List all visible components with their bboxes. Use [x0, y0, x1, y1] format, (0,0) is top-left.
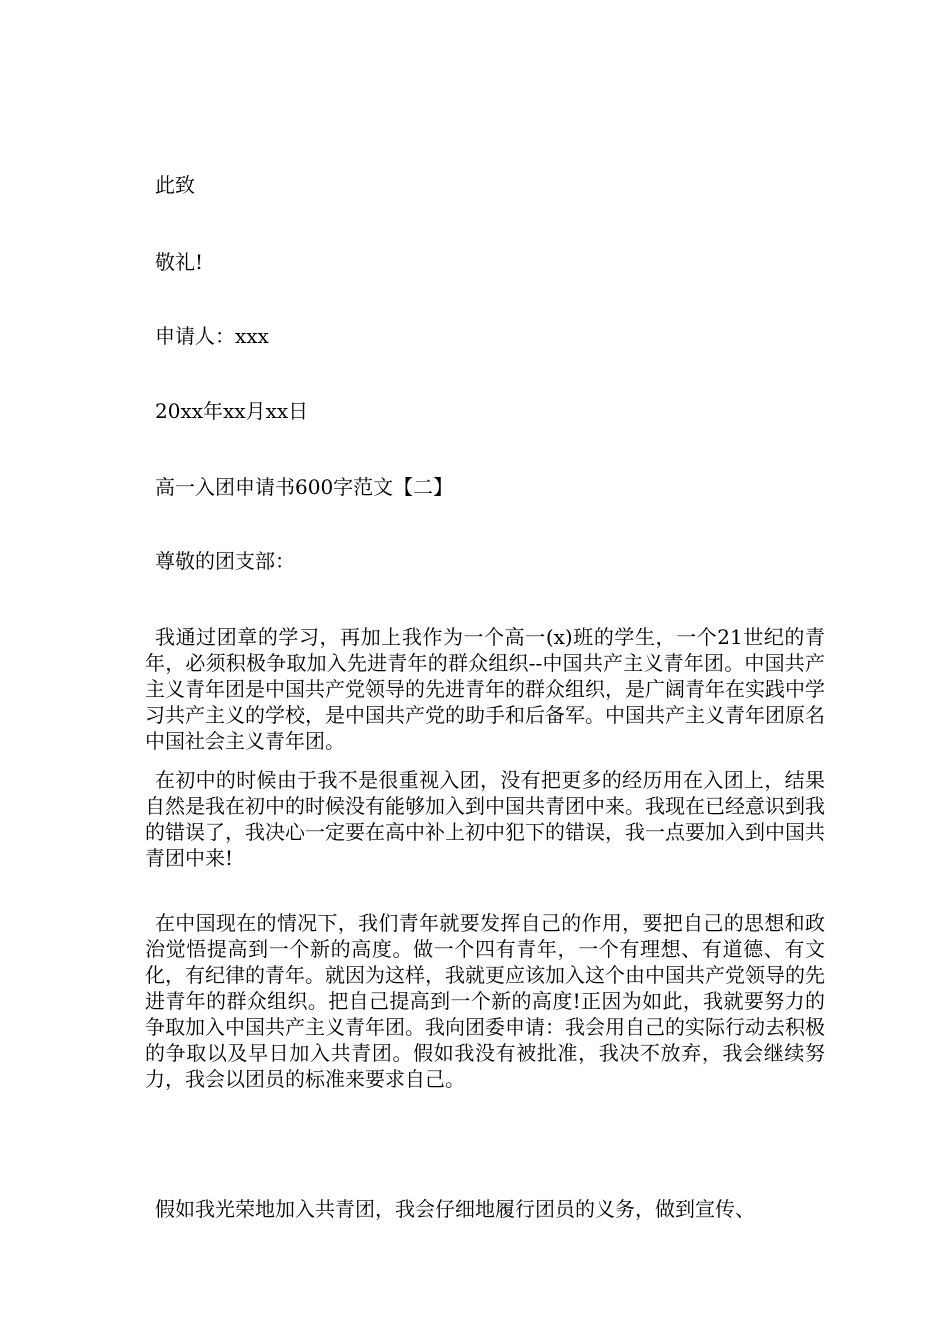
body-paragraph: 在初中的时候由于我不是很重视入团，没有把更多的经历用在入团上，结果自然是我在初中的时候没有能够加入到中国共青团中来。我现在已经意识到我的错误了，我决心一定要在高中补上初中犯下的错误，我一点要加入到中国共青团中来! [145, 768, 825, 870]
body-paragraph: 我通过团章的学习，再加上我作为一个高一(x)班的学生，一个21世纪的青年，必须积极争取加入先进青年的群众组织--中国共产主义青年团。中国共产主义青年团是中国共产党领导的先进青年的群众组织，是广阔青年在实践中学习共产主义的学校，是中国共产党的助手和后备军。中国共产主义青年团原名中国社会主义青年团。 [145, 625, 825, 753]
date-line: 20xx年xx月xx日 [155, 399, 309, 423]
salute-line: 敬礼! [155, 250, 204, 274]
body-paragraph: 假如我光荣地加入共青团，我会仔细地履行团员的义务，做到宣传、 [155, 1197, 755, 1221]
closing-line: 此致 [155, 173, 195, 197]
section-title: 高一入团申请书600字范文【二】 [155, 475, 454, 499]
applicant-line: 申请人：xxx [155, 324, 269, 348]
body-paragraph: 在中国现在的情况下，我们青年就要发挥自己的作用，要把自己的思想和政治觉悟提高到一个新的高度。做一个四有青年，一个有理想、有道德、有文化，有纪律的青年。就因为这样，我就更应该加入这个由中国共产党领导的先进青年的群众组织。把自己提高到一个新的高度!正因为如此，我就要努力的争取加入中国共产主义青年团。我向团委申请：我会用自己的实际行动去积极的争取以及早日加入共青团。假如我没有被批准，我决不放弃，我会继续努力，我会以团员的标准来要求自己。 [145, 911, 825, 1091]
greeting-line: 尊敬的团支部： [155, 549, 295, 573]
